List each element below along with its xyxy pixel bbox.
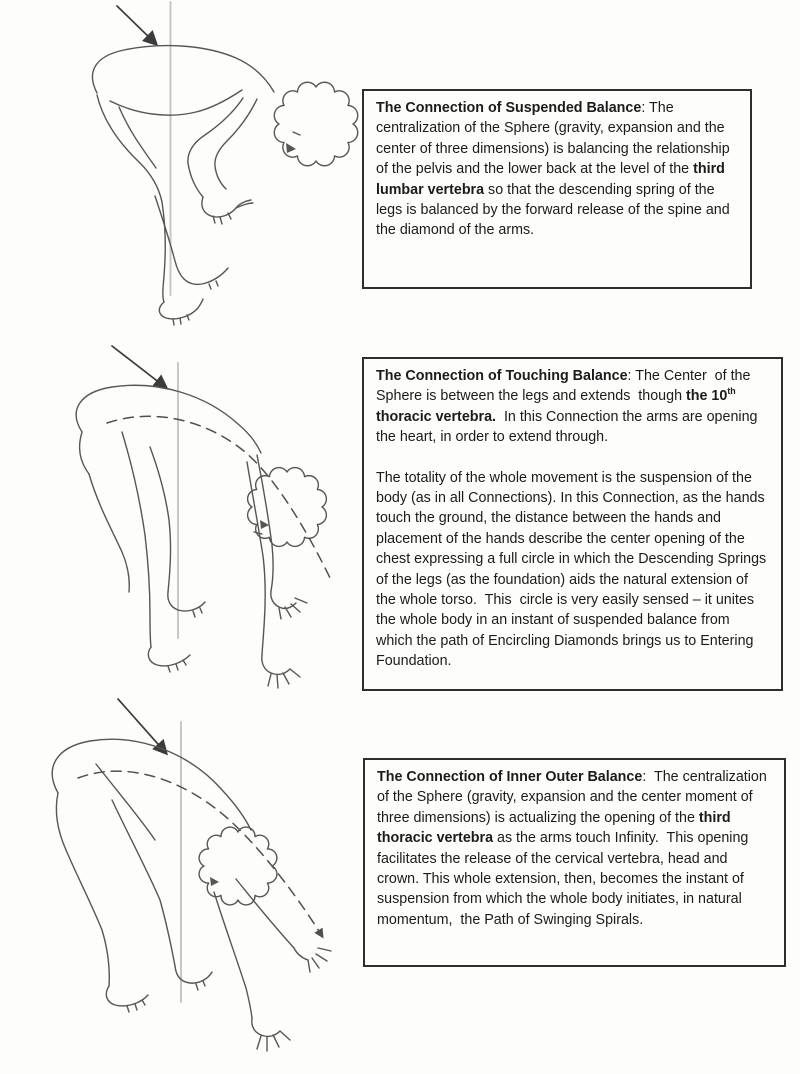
textbox-suspended-balance bbox=[362, 89, 752, 289]
curly-hair-head bbox=[274, 82, 357, 165]
gravity-arrow bbox=[118, 699, 165, 752]
text-run-bold: the 10 bbox=[686, 388, 728, 405]
paragraph bbox=[377, 767, 772, 930]
dashed-spine-curve bbox=[107, 416, 332, 582]
box-heading: The Connection of Inner Outer Balance bbox=[377, 769, 643, 785]
text-run: : The centralization of the Sphere (gravity, expansion and the center moment of three dimensions) is actualizing the opening of the bbox=[377, 769, 771, 826]
curly-hair-head bbox=[199, 827, 277, 905]
face-mark bbox=[260, 520, 269, 529]
forward-bend-body bbox=[52, 739, 331, 1051]
text-run: as the arms touch Infinity. This opening facilitates the release of the cervical vertebra, head and crown. This whole extension, then, becomes the instant of suspension from which the whole body initiates, in natural momentum, the Path of Swinging Spirals. bbox=[377, 830, 753, 928]
text-run-bold: third lumbar vertebra bbox=[376, 161, 729, 198]
superscript-th: th bbox=[727, 386, 736, 397]
figure-suspended-balance bbox=[30, 0, 370, 340]
textbox-touching-balance bbox=[362, 357, 783, 691]
text-run-bold: thoracic vertebra. bbox=[376, 388, 740, 425]
figure-inner-outer-balance bbox=[10, 695, 372, 1074]
paragraph bbox=[376, 468, 769, 672]
gravity-arrow bbox=[117, 6, 155, 43]
face-mark bbox=[210, 877, 219, 886]
text-run: The totality of the whole movement is the suspension of the body (as in all Connections). In this Connection, as the hands touch the ground, the distance between the hands and placement of the hands describe the center opening of the chest expressing a full circle in which the Descending Springs of the legs (as the foundation) aids the natural extension of the whole torso. This circle is very easily sensed – it unites the whole body in an instant of suspended balance from which the path of Encircling Diamonds brings us to Entering Foundation. bbox=[376, 469, 771, 670]
text-run: : The Center of the Sphere is between the legs and extends though bbox=[376, 368, 755, 405]
gravity-arrow bbox=[112, 346, 165, 387]
text-run: so that the descending spring of the legs is balanced by the forward release of the spine and the diamond of the arms. bbox=[376, 181, 734, 239]
textbox-inner-outer-balance bbox=[363, 758, 786, 967]
face-mark bbox=[286, 143, 296, 153]
text-run: : The centralization of the Sphere (gravity, expansion and the center of three dimensions) is balancing the relationship of the pelvis and the lower back at the level of the bbox=[376, 100, 734, 178]
box-heading: The Connection of Suspended Balance bbox=[376, 100, 642, 116]
text-run-bold: third thoracic vertebra bbox=[377, 809, 735, 847]
paragraph bbox=[376, 366, 769, 448]
figure-touching-balance bbox=[10, 340, 366, 712]
forward-bend-body bbox=[76, 385, 307, 688]
paragraph bbox=[376, 98, 738, 241]
forward-bend-body bbox=[92, 46, 274, 325]
box-heading: The Connection of Touching Balance bbox=[376, 368, 628, 384]
text-run: In this Connection the arms are opening the heart, in order to extend through. bbox=[376, 408, 762, 446]
